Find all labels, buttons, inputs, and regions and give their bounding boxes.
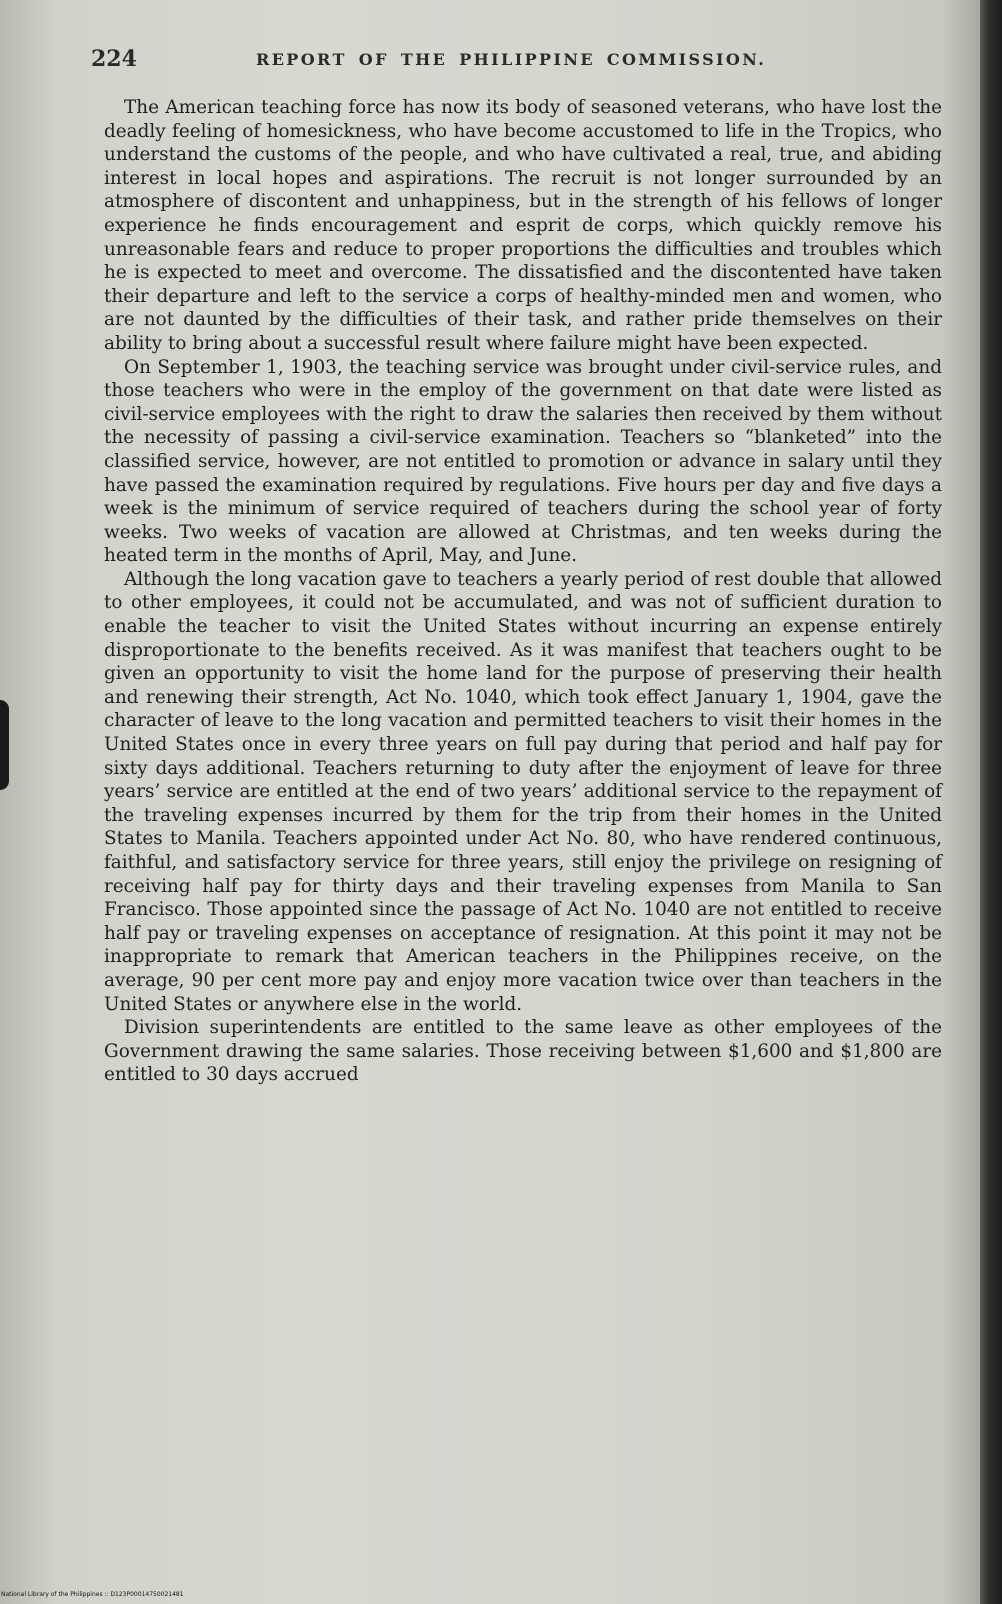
page-edge-mark [0,700,9,790]
body-text [104,96,942,1087]
paragraph-teaching-force: The American teaching force has now its body of seasoned veterans, who have lost the deadly feeling of homesickness, who have become accustomed to life in the Tropics, who understand the customs of the people, and who have cultivated a real, true, and abiding interest in local hopes and aspirations. The recruit is not longer surrounded by an atmosphere of discontent and unhappiness, but in the strength of his fellows of longer experience he finds encouragement and esprit de corps, which quickly remove his unreasonable fears and reduce to proper proportions the difficulties and troubles which he is expected to meet and overcome. The dissatisfied and the discontented have taken their departure and left to the service a corps of healthy-minded men and women, who are not daunted by the difficulties of their task, and rather pride themselves on their ability to bring about a successful result where failure might have been expected. [104,97,942,354]
paragraph-civil-service: On September 1, 1903, the teaching service was brought under civil-service rules, and those teachers who were in the employ of the government on that date were listed as civil-service employees with the right to draw the salaries then received by them without the necessity of passing a civil-service examination. Teachers so “blanketed” into the classified service, however, are not entitled to promotion or advance in salary until they have passed the examination required by regulations. Five hours per day and five days a week is the minimum of service required of teachers during the school year of forty weeks. Two weeks of vacation are allowed at Christmas, and ten weeks during the heated term in the months of April, May, and June. [104,356,942,567]
running-head: REPORT OF THE PHILIPPINE COMMISSION. [256,50,767,69]
scan-credit: National Library of the Philippines :: D123P00014750021481 [1,1591,184,1598]
paragraph-division-superintendents: Division superintendents are entitled to the same leave as other employees of the Government drawing the same salaries. Those receiving between $1,600 and $1,800 are entitled to 30 days accrued [104,1017,942,1086]
paragraph-vacation-leave: Although the long vacation gave to teachers a yearly period of rest double that allowed to other employees, it could not be accumulated, and was not of sufficient duration to enable the teacher to visit the United States without incurring an expense entirely disproportionate to the benefits received. As it was manifest that teachers ought to be given an opportunity to visit the home land for the purpose of preserving their health and renewing their strength, Act No. 1040, which took effect January 1, 1904, gave the character of leave to the long vacation and permitted teachers to visit their homes in the United States once in every three years on full pay during that period and half pay for sixty days additional. Teachers returning to duty after the enjoyment of leave for three years’ service are entitled at the end of two years’ additional service to the repayment of the traveling expenses incurred by them for the trip from their homes in the United States to Manila. Teachers appointed under Act No. 80, who have rendered continuous, faithful, and satisfactory service for three years, still enjoy the privilege on resigning of receiving half pay for thirty days and their traveling expenses from Manila to San Francisco. Those appointed since the passage of Act No. 1040 are not entitled to receive half pay or traveling expenses on acceptance of resignation. At this point it may not be inappropriate to remark that American teachers in the Philippines receive, on the average, 90 per cent more pay and enjoy more vacation twice over than teachers in the United States or anywhere else in the world. [104,568,942,1015]
book-binding-edge [980,0,1002,1604]
page-number: 224 [91,46,137,72]
page-header [91,46,941,76]
